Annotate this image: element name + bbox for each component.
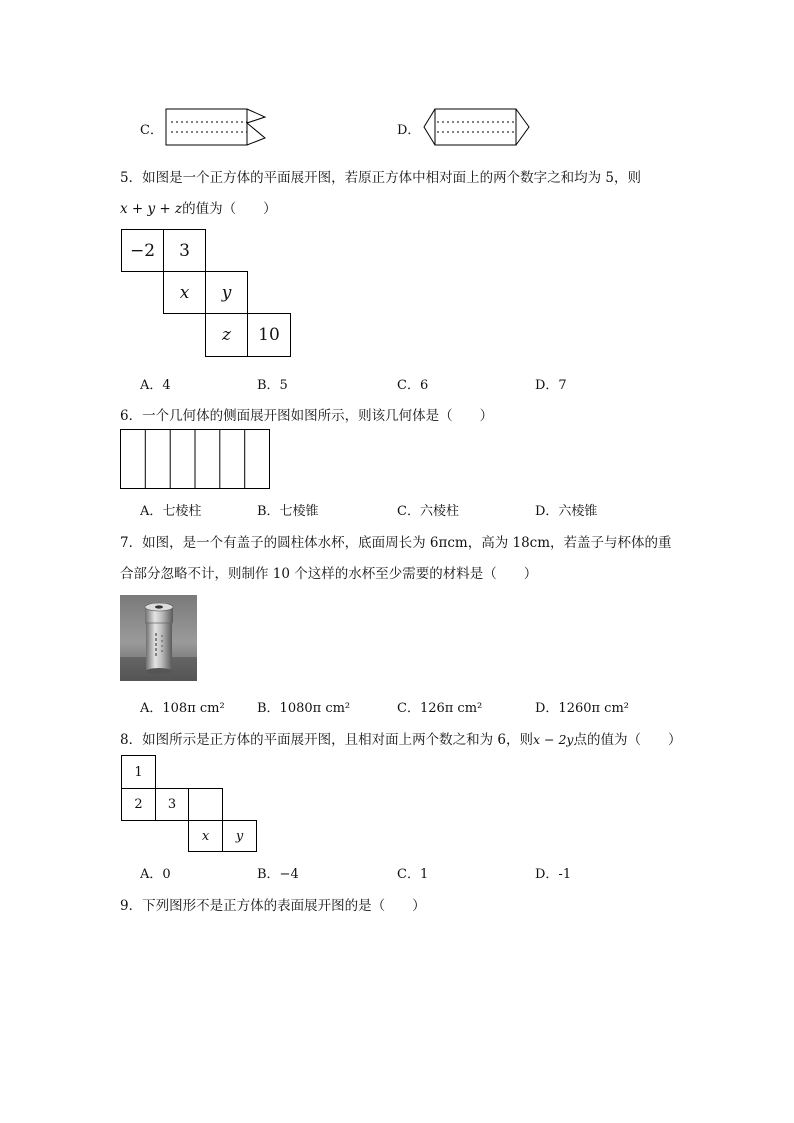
q8-net-cell: 2 [121, 788, 156, 821]
q6-stem: 6．一个几何体的侧面展开图如图所示，则该几何体是（ ） [120, 408, 494, 424]
q4-option-c-label: C． [140, 123, 163, 138]
q8-expression: x − 2y [532, 732, 574, 747]
q5-stem-rest: 的值为（ ） [182, 201, 277, 217]
q5-net-cell: y [205, 271, 248, 314]
q6-option-a[interactable]: A．七棱柱 [140, 504, 202, 519]
q8-net-cell: x [188, 820, 223, 852]
q8-option-c[interactable]: C．1 [397, 867, 429, 882]
q7-option-d[interactable]: D．1260π cm² [535, 701, 630, 716]
q8-net-cell: y [222, 820, 257, 852]
q8-stem-part1: 8．如图所示是正方体的平面展开图，且相对面上两个数之和为 6，则 [120, 732, 533, 748]
q4-option-d-figure [423, 108, 531, 146]
q9-stem: 9．下列图形不是正方体的表面展开图的是（ ） [120, 898, 426, 914]
q8-option-b[interactable]: B．−4 [257, 867, 299, 882]
q8-option-a[interactable]: A．0 [140, 867, 171, 882]
q8-stem-part2: 点的值为（ ） [573, 732, 682, 748]
q7-stem-line1: 7．如图，是一个有盖子的圆柱体水杯，底面周长为 6πcm，高为 18cm，若盖子与杯体的重 [120, 535, 672, 551]
q5-net-cell: z [205, 313, 248, 357]
q8-net-cell: 3 [155, 788, 189, 821]
q8-net-cell: 1 [121, 755, 156, 789]
q5-net-cell: 10 [247, 313, 291, 357]
q7-option-b[interactable]: B．1080π cm² [257, 701, 351, 716]
q8-option-d[interactable]: D．-1 [535, 867, 572, 882]
q5-option-a[interactable]: A．4 [140, 378, 171, 393]
q5-net-cell: x [163, 271, 206, 314]
q5-expression: x + y + z [120, 201, 183, 217]
q5-option-b[interactable]: B．5 [257, 378, 288, 393]
q7-option-a[interactable]: A．108π cm² [140, 701, 225, 716]
q5-option-c[interactable]: C．6 [397, 378, 429, 393]
q5-option-d[interactable]: D．7 [535, 378, 567, 393]
q5-net-cell: 3 [163, 229, 206, 272]
q6-option-b[interactable]: B．七棱锥 [257, 504, 319, 519]
q6-option-d[interactable]: D．六棱锥 [535, 504, 598, 519]
q5-net-cell: −2 [121, 229, 164, 272]
q5-stem-line1: 5．如图是一个正方体的平面展开图，若原正方体中相对面上的两个数字之和均为 5，则 [120, 170, 641, 186]
q6-lateral-net-figure [120, 429, 271, 490]
q4-option-c-figure [165, 108, 270, 146]
q8-stem [120, 728, 681, 748]
q7-option-c[interactable]: C．126π cm² [397, 701, 483, 716]
q5-stem-line2 [120, 197, 277, 217]
q7-water-cup-photo [120, 595, 197, 681]
q7-stem-line2: 合部分忽略不计，则制作 10 个这样的水杯至少需要的材料是（ ） [120, 566, 538, 582]
q4-option-d-label: D． [397, 123, 421, 138]
q8-net-cell [188, 788, 223, 821]
q6-option-c[interactable]: C．六棱柱 [397, 504, 459, 519]
